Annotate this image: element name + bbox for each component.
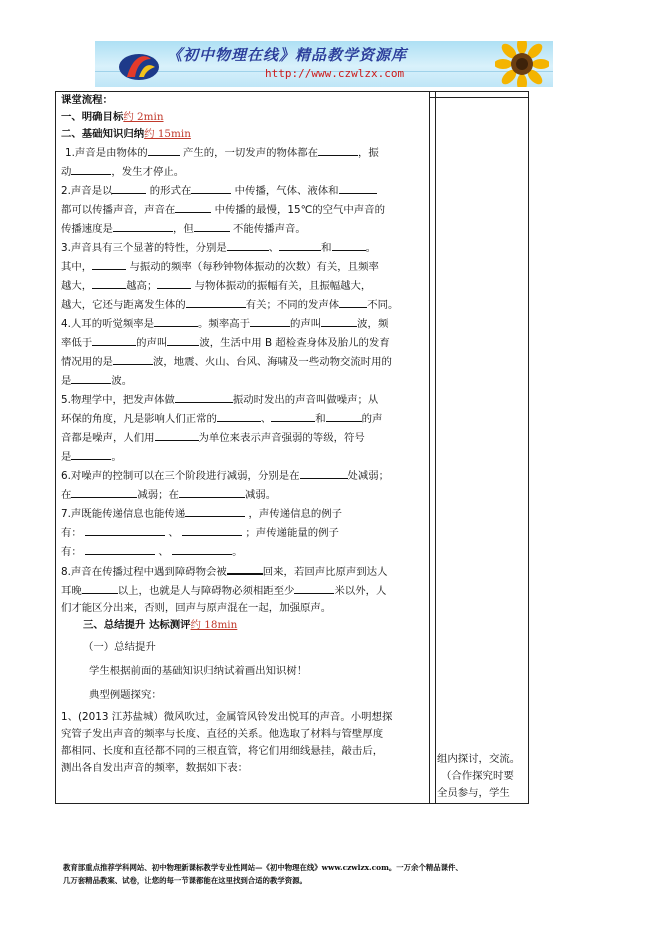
side-note-line: 全员参与，学生	[437, 787, 510, 799]
blank[interactable]	[300, 466, 348, 479]
blank[interactable]	[172, 542, 232, 555]
section-1-label: 一、明确目标	[61, 111, 124, 123]
blank[interactable]	[85, 523, 165, 536]
blank[interactable]	[113, 219, 173, 232]
blank[interactable]	[155, 428, 199, 441]
question-6: 6.对噪声的控制可以在三个阶段进行减弱，分别是在 处减弱；	[61, 466, 427, 485]
blank[interactable]	[339, 295, 367, 308]
question-4: 4.人耳的听觉频率是 。频率高于 的声叫 波，频	[61, 314, 427, 333]
blank[interactable]	[175, 200, 211, 213]
header-banner	[95, 41, 553, 87]
side-note-line: 组内探讨，交流。	[437, 753, 521, 765]
blank[interactable]	[294, 581, 334, 594]
blank[interactable]	[326, 409, 362, 422]
blank[interactable]	[227, 238, 269, 251]
section-1-time: 约 2min	[123, 111, 164, 123]
section-2-time: 约 15min	[144, 128, 191, 140]
row-divider	[429, 91, 529, 92]
question-5: 5.物理学中，把发声体做 振动时发出的声音叫做噪声；从	[61, 390, 427, 409]
blank[interactable]	[318, 143, 358, 156]
section-3-time: 约 18min	[190, 619, 238, 631]
example-1: 1、(2013 江苏盐城）微风吹过，金属管风铃发出悦耳的声音。小明想探	[61, 711, 393, 723]
banner-url: http://www.czwlzx.com	[265, 67, 405, 80]
blank[interactable]	[339, 181, 377, 194]
section-heading: 课堂流程：	[61, 94, 113, 106]
blank[interactable]	[186, 295, 246, 308]
side-notes	[437, 751, 529, 802]
row-divider	[429, 97, 529, 98]
blank[interactable]	[167, 333, 199, 346]
blank[interactable]	[92, 276, 126, 289]
page-footer	[63, 861, 623, 887]
footer-line: 几万套精品教案、试卷，让您的每一节课都能在这里找到合适的教学资源。	[63, 876, 307, 885]
section-3-label: 三、总结提升 达标测评	[83, 619, 191, 631]
question-2: 2.声音是以 的形式在 中传播，气体、液体和	[61, 181, 427, 200]
question-1: 1.声音是由物体的 产生的，一切发声的物体都在 ，振	[61, 143, 427, 162]
blank[interactable]	[321, 314, 357, 327]
blank[interactable]	[191, 181, 231, 194]
column-divider	[435, 91, 436, 804]
question-7: 7.声既能传递信息也能传递 ，声传递信息的例子	[61, 504, 427, 523]
blank[interactable]	[82, 581, 118, 594]
side-note-line: （合作探究时要	[441, 770, 514, 782]
blank[interactable]	[112, 181, 146, 194]
blank[interactable]	[179, 485, 245, 498]
blank[interactable]	[194, 219, 230, 232]
blank[interactable]	[175, 390, 233, 403]
sunflower-icon	[495, 41, 549, 87]
section-3	[61, 617, 427, 634]
question-8: 8.声音在传播过程中遇到障碍物会被 回来，若回声比原声到达人	[61, 561, 427, 581]
section-2	[61, 126, 427, 143]
blank[interactable]	[157, 276, 191, 289]
lesson-content: 课堂流程： 一、明确目标约 2min 二、基础知识归纳约 15min 1.声音是由物体的 产生的，一切发声的物体都在 ，振 动 ，发生才停止。 2.声音是以 的形式在 中传播，气体、液体和 都可以传播声音，声音在 中传播的最慢，15℃的空气中声音的 传播速度是 ，但 不能传播声音。 3.声音具有三个显著的特性，分别是 、 和 。 其中， 与振动的频率（每秒钟物体振动的次数）有关，且频率 越大， 越高； 与物体振动的振幅有关，且振幅越大， 越大，它还与距离发生体的 有关；不同的发声体 不同。 4.人耳的听觉频率是 。频率高于 的声叫 波，频 率低于 的声叫 波，生活中用 B 超检查身体及胎儿的发育 情况用的是 波，地震、火山、台风、海啸及一些动物交流时用的 是 波。 5.物理学中，把发声体做 振动时发出的声音叫做噪声；从 环保的角度，凡是影响人们正常的 、 和 的声 音都是噪声，人们用 为单位来表示声音强弱的等级，符号 是 。 6.对噪声的控制可以在三个阶段进行减弱，分别是在 处减弱； 在 减弱；在 减弱。 7.声既能传递信息也能传递 ，声传递信息的例子 有： 、 ；声传递能量的例子 有： 、 。 8.声音在传播过程中遇到障碍物会被 回来，若回声比原声到达人 耳晚 以上，也就是人与障碍物必须相距至少 米以外，人 们才能区分出来，否则，回声与原声混在一起，加强原声。 三、总结提升 达标测评约 18min （一）总结提升 学生根据前面的基础知识归纳试着画出知识树！ 典型例题探究： 1、(2013 江苏盐城）微风吹过，金属管风铃发出悦耳的声音。小明想探 究管子发出声音的频率与长度、直径的关系。他选取了材料与管壁厚度 都相同、长度和直径都不同的三根直管，将它们用细线悬挂，敲击后， 测出各自发出声音的频率，数据如下表：	[61, 92, 427, 777]
blank[interactable]	[217, 409, 261, 422]
blank[interactable]	[154, 314, 198, 327]
site-logo-icon	[117, 47, 161, 83]
blank[interactable]	[250, 314, 290, 327]
section-1	[61, 109, 427, 126]
blank[interactable]	[271, 409, 315, 422]
blank[interactable]	[113, 352, 153, 365]
blank[interactable]	[71, 162, 111, 175]
blank[interactable]	[85, 542, 155, 555]
section-2-label: 二、基础知识归纳	[61, 128, 145, 140]
column-divider	[429, 91, 430, 804]
blank[interactable]	[185, 504, 245, 517]
blank[interactable]	[332, 238, 366, 251]
blank[interactable]	[227, 561, 263, 575]
example-heading: 典型例题探究：	[89, 689, 162, 701]
banner-title: 《初中物理在线》精品教学资源库	[167, 46, 408, 64]
question-3: 3.声音具有三个显著的特性，分别是 、 和 。	[61, 238, 427, 257]
blank[interactable]	[71, 447, 111, 460]
blank[interactable]	[182, 523, 242, 536]
footer-line: 教育部重点推荐学科网站、初中物理新课标教学专业性网站—《初中物理在线》www.czwlzx.com。一万余个精品课件、	[63, 863, 463, 872]
blank[interactable]	[148, 143, 180, 156]
blank[interactable]	[279, 238, 321, 251]
blank[interactable]	[92, 257, 126, 270]
blank[interactable]	[71, 485, 137, 498]
blank[interactable]	[71, 371, 111, 384]
subsection-summary: （一）总结提升	[83, 641, 156, 653]
blank[interactable]	[92, 333, 136, 346]
instruction-text: 学生根据前面的基础知识归纳试着画出知识树！	[89, 665, 308, 677]
